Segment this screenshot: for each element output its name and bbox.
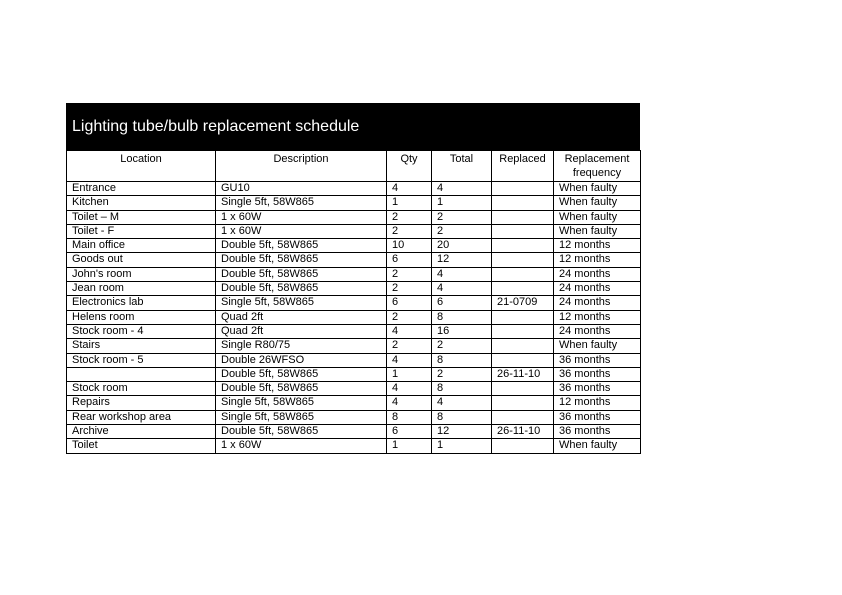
qty-cell: 4	[387, 353, 432, 367]
table-row	[67, 239, 641, 253]
replaced-cell	[492, 339, 554, 353]
description-cell: Double 5ft, 58W865	[216, 239, 387, 253]
table-row	[67, 367, 641, 381]
replaced-cell	[492, 253, 554, 267]
qty-cell: 2	[387, 339, 432, 353]
column-header-qty: Qty	[387, 151, 432, 182]
frequency-cell: 36 months	[554, 353, 641, 367]
description-cell: Double 5ft, 58W865	[216, 253, 387, 267]
total-cell: 4	[432, 396, 492, 410]
qty-cell: 2	[387, 210, 432, 224]
frequency-cell: 36 months	[554, 382, 641, 396]
location-cell	[67, 367, 216, 381]
total-cell: 2	[432, 367, 492, 381]
total-cell: 6	[432, 296, 492, 310]
frequency-cell: When faulty	[554, 339, 641, 353]
location-cell: Stock room	[67, 382, 216, 396]
qty-cell: 8	[387, 410, 432, 424]
replaced-cell: 26-11-10	[492, 425, 554, 439]
replaced-cell	[492, 210, 554, 224]
description-cell: Single R80/75	[216, 339, 387, 353]
location-cell: John's room	[67, 267, 216, 281]
total-cell: 2	[432, 224, 492, 238]
table-row	[67, 210, 641, 224]
location-cell: Jean room	[67, 282, 216, 296]
description-cell: 1 x 60W	[216, 224, 387, 238]
total-cell: 8	[432, 353, 492, 367]
location-cell: Helens room	[67, 310, 216, 324]
qty-cell: 2	[387, 282, 432, 296]
frequency-cell: 36 months	[554, 367, 641, 381]
location-cell: Repairs	[67, 396, 216, 410]
location-cell: Toilet - F	[67, 224, 216, 238]
frequency-cell: When faulty	[554, 224, 641, 238]
replaced-cell: 21-0709	[492, 296, 554, 310]
total-cell: 12	[432, 425, 492, 439]
qty-cell: 4	[387, 396, 432, 410]
column-header-replaced: Replaced	[492, 151, 554, 182]
frequency-cell: 24 months	[554, 324, 641, 338]
total-cell: 12	[432, 253, 492, 267]
replaced-cell	[492, 410, 554, 424]
total-cell: 2	[432, 339, 492, 353]
qty-cell: 4	[387, 382, 432, 396]
replaced-cell	[492, 324, 554, 338]
location-cell: Kitchen	[67, 196, 216, 210]
frequency-cell: 12 months	[554, 396, 641, 410]
table-row	[67, 425, 641, 439]
location-cell: Toilet – M	[67, 210, 216, 224]
replaced-cell	[492, 224, 554, 238]
replaced-cell	[492, 439, 554, 453]
description-cell: Single 5ft, 58W865	[216, 296, 387, 310]
qty-cell: 6	[387, 425, 432, 439]
table-header-row	[67, 151, 641, 182]
description-cell: Single 5ft, 58W865	[216, 410, 387, 424]
total-cell: 4	[432, 267, 492, 281]
table-row	[67, 439, 641, 453]
replaced-cell	[492, 353, 554, 367]
frequency-cell: 36 months	[554, 425, 641, 439]
table-row	[67, 224, 641, 238]
replaced-cell: 26-11-10	[492, 367, 554, 381]
qty-cell: 6	[387, 253, 432, 267]
table-row	[67, 339, 641, 353]
frequency-cell: 36 months	[554, 410, 641, 424]
description-cell: Double 5ft, 58W865	[216, 267, 387, 281]
qty-cell: 6	[387, 296, 432, 310]
qty-cell: 4	[387, 324, 432, 338]
table-row	[67, 382, 641, 396]
location-cell: Stock room - 5	[67, 353, 216, 367]
location-cell: Main office	[67, 239, 216, 253]
total-cell: 1	[432, 196, 492, 210]
total-cell: 8	[432, 382, 492, 396]
table-row	[67, 324, 641, 338]
table-row	[67, 282, 641, 296]
frequency-cell: When faulty	[554, 196, 641, 210]
schedule-sheet	[66, 103, 640, 454]
total-cell: 2	[432, 210, 492, 224]
replaced-cell	[492, 396, 554, 410]
frequency-cell: When faulty	[554, 439, 641, 453]
location-cell: Stock room - 4	[67, 324, 216, 338]
frequency-cell: 12 months	[554, 310, 641, 324]
column-header-replacement-frequency: Replacement frequency	[554, 151, 641, 182]
description-cell: GU10	[216, 182, 387, 196]
replaced-cell	[492, 310, 554, 324]
description-cell: Quad 2ft	[216, 324, 387, 338]
location-cell: Toilet	[67, 439, 216, 453]
total-cell: 4	[432, 182, 492, 196]
replaced-cell	[492, 267, 554, 281]
qty-cell: 10	[387, 239, 432, 253]
column-header-total: Total	[432, 151, 492, 182]
description-cell: Single 5ft, 58W865	[216, 196, 387, 210]
frequency-cell: When faulty	[554, 182, 641, 196]
replaced-cell	[492, 182, 554, 196]
description-cell: Single 5ft, 58W865	[216, 396, 387, 410]
total-cell: 8	[432, 310, 492, 324]
table-row	[67, 182, 641, 196]
description-cell: Quad 2ft	[216, 310, 387, 324]
frequency-cell: 12 months	[554, 253, 641, 267]
table-body	[67, 182, 641, 454]
frequency-cell: 24 months	[554, 296, 641, 310]
description-cell: Double 5ft, 58W865	[216, 367, 387, 381]
table-row	[67, 410, 641, 424]
table-row	[67, 253, 641, 267]
replaced-cell	[492, 382, 554, 396]
qty-cell: 1	[387, 439, 432, 453]
replaced-cell	[492, 196, 554, 210]
location-cell: Entrance	[67, 182, 216, 196]
replaced-cell	[492, 282, 554, 296]
total-cell: 20	[432, 239, 492, 253]
location-cell: Stairs	[67, 339, 216, 353]
frequency-cell: 24 months	[554, 267, 641, 281]
qty-cell: 1	[387, 196, 432, 210]
table-row	[67, 196, 641, 210]
description-cell: Double 5ft, 58W865	[216, 282, 387, 296]
frequency-cell: 24 months	[554, 282, 641, 296]
description-cell: Double 5ft, 58W865	[216, 382, 387, 396]
table-row	[67, 310, 641, 324]
location-cell: Rear workshop area	[67, 410, 216, 424]
table-row	[67, 396, 641, 410]
table-row	[67, 296, 641, 310]
column-header-description: Description	[216, 151, 387, 182]
location-cell: Goods out	[67, 253, 216, 267]
location-cell: Archive	[67, 425, 216, 439]
description-cell: Double 26WFSO	[216, 353, 387, 367]
qty-cell: 2	[387, 224, 432, 238]
total-cell: 8	[432, 410, 492, 424]
frequency-cell: When faulty	[554, 210, 641, 224]
total-cell: 16	[432, 324, 492, 338]
qty-cell: 1	[387, 367, 432, 381]
schedule-title: Lighting tube/bulb replacement schedule	[66, 103, 640, 150]
description-cell: Double 5ft, 58W865	[216, 425, 387, 439]
location-cell: Electronics lab	[67, 296, 216, 310]
description-cell: 1 x 60W	[216, 210, 387, 224]
description-cell: 1 x 60W	[216, 439, 387, 453]
qty-cell: 2	[387, 267, 432, 281]
qty-cell: 4	[387, 182, 432, 196]
frequency-cell: 12 months	[554, 239, 641, 253]
schedule-table	[66, 150, 641, 454]
table-row	[67, 353, 641, 367]
total-cell: 1	[432, 439, 492, 453]
column-header-location: Location	[67, 151, 216, 182]
total-cell: 4	[432, 282, 492, 296]
replaced-cell	[492, 239, 554, 253]
qty-cell: 2	[387, 310, 432, 324]
table-row	[67, 267, 641, 281]
